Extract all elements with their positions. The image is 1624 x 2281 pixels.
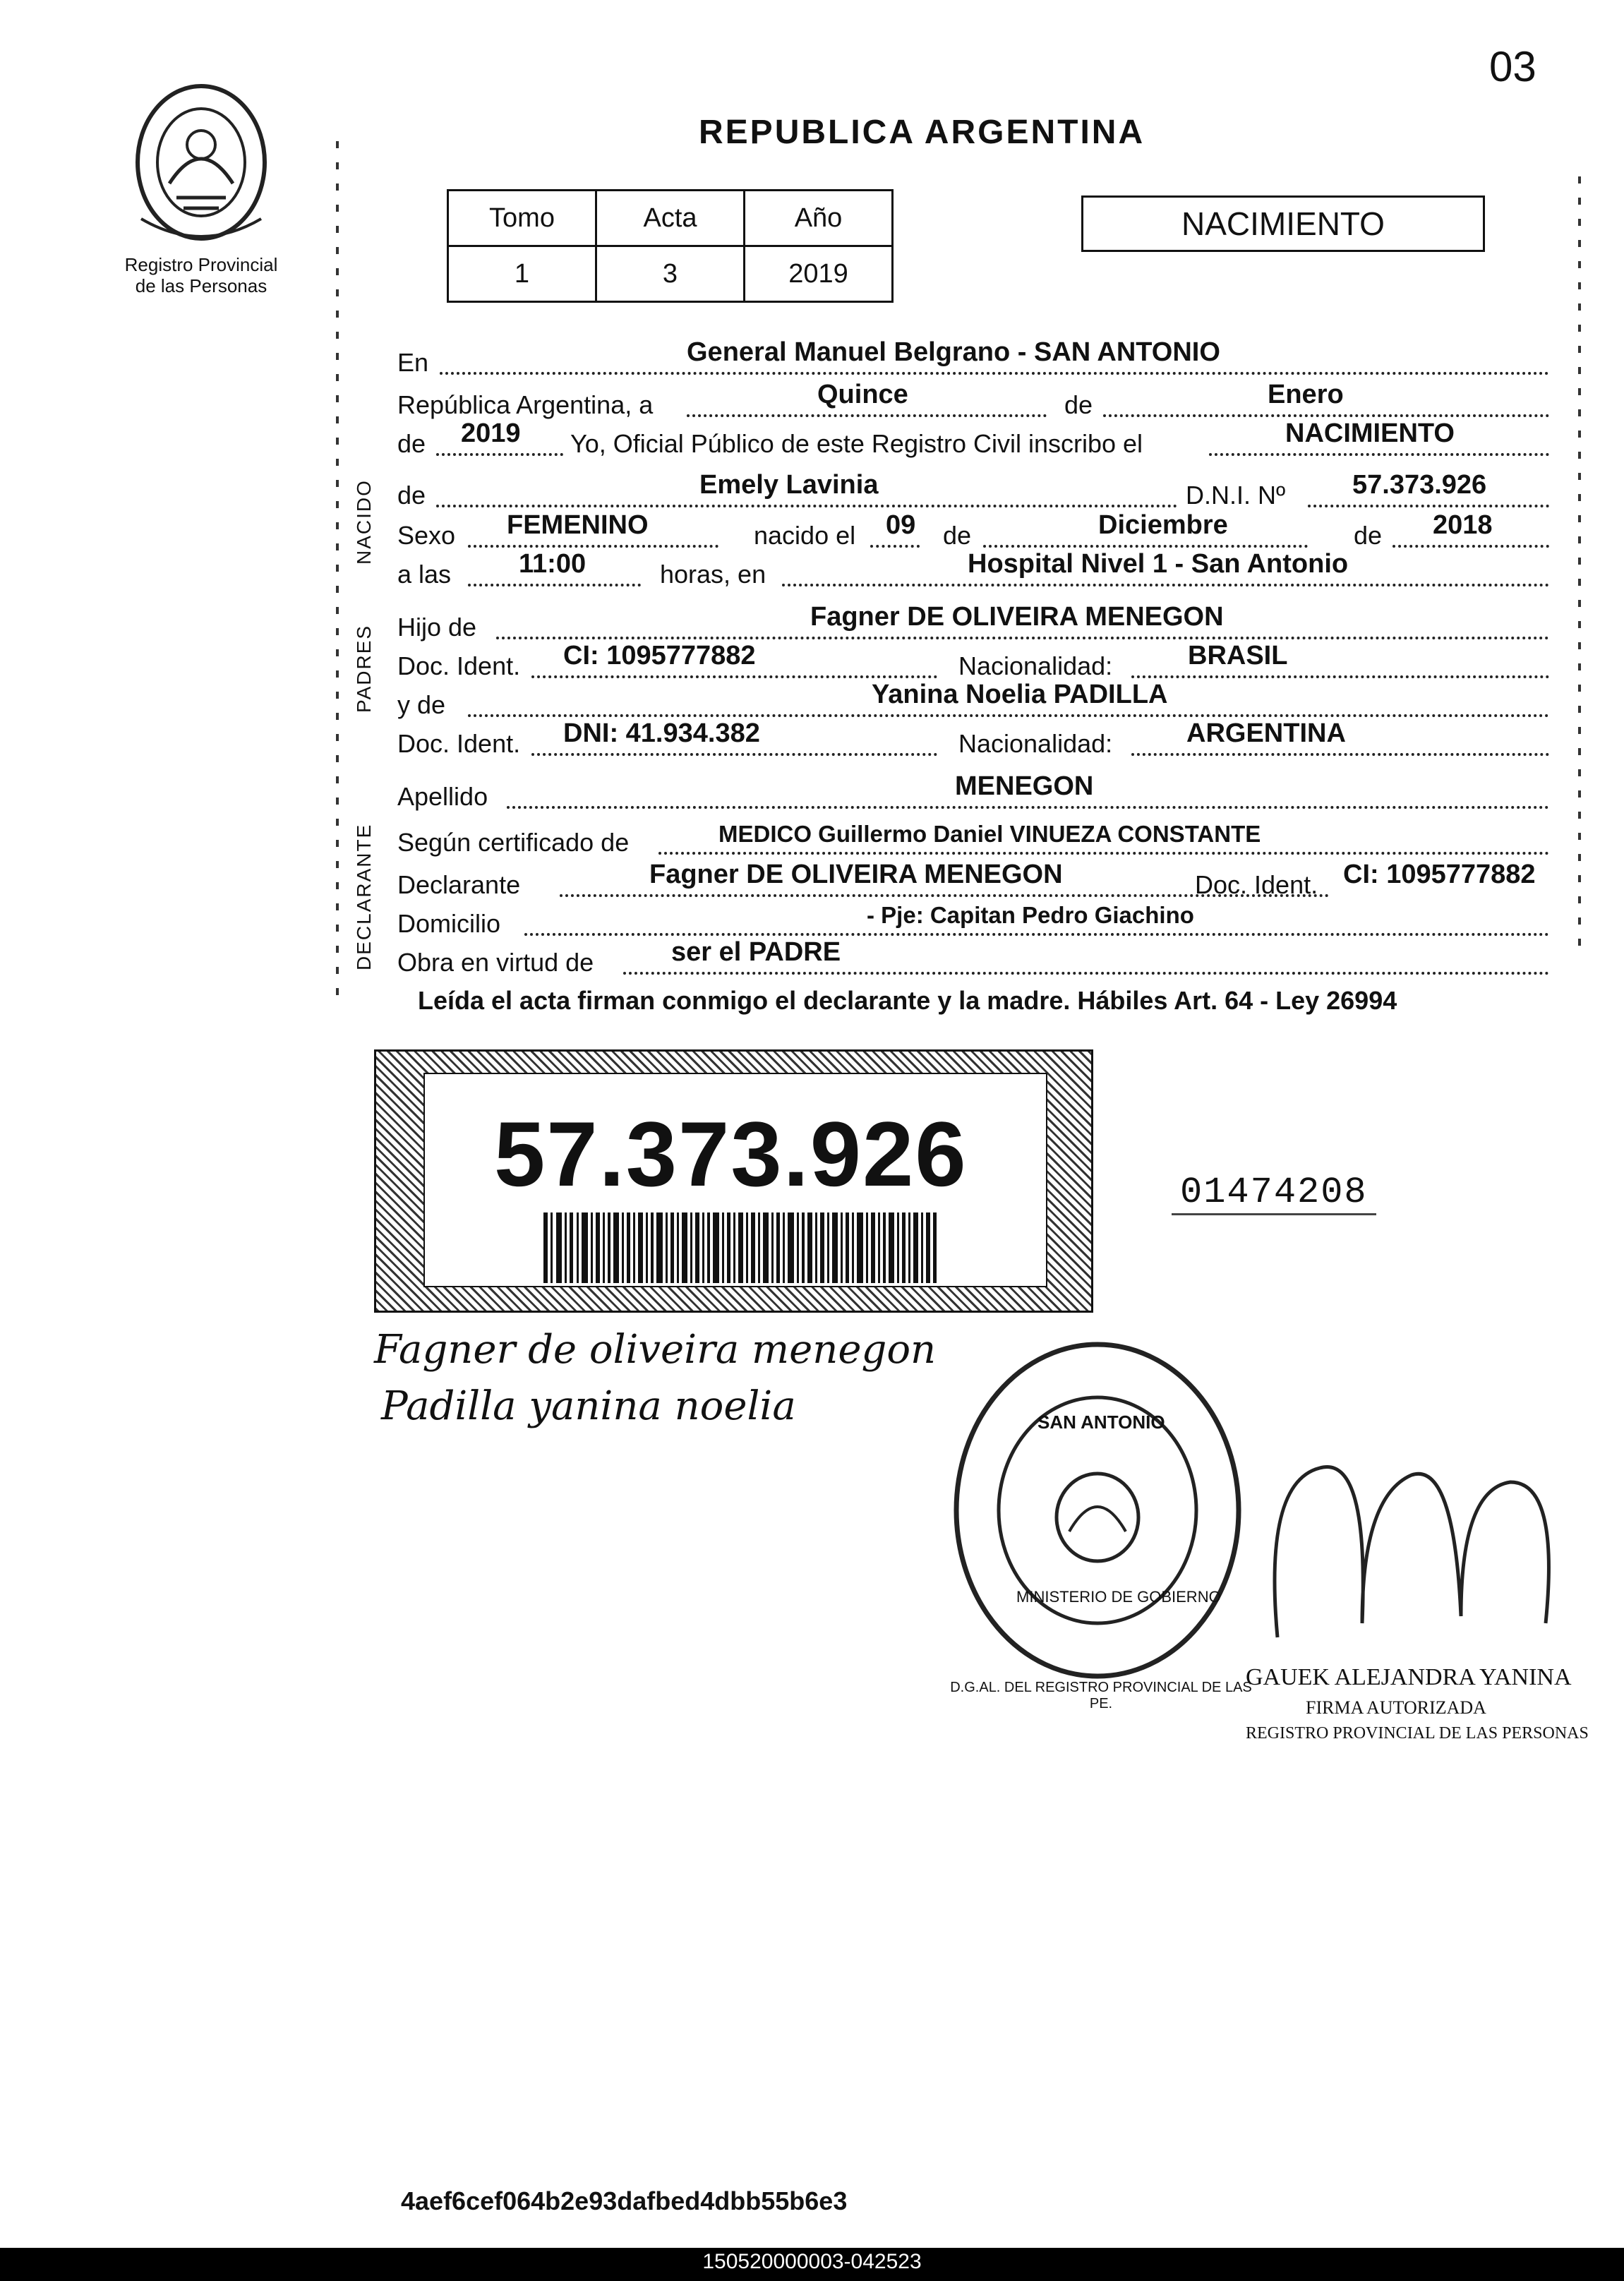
dots: [1103, 414, 1549, 417]
en-label: En: [397, 348, 429, 377]
father-nationality-value: BRASIL: [1188, 641, 1288, 670]
dots: [1308, 505, 1549, 507]
registry-seal: [127, 78, 275, 247]
row-republica: [397, 380, 1549, 420]
sexo-value: FEMENINO: [507, 510, 649, 540]
round-seal-inner-top: SAN ANTONIO: [1037, 1412, 1165, 1433]
row-certificate: [397, 822, 1549, 857]
official-role: FIRMA AUTORIZADA: [1306, 1697, 1486, 1718]
dots: [623, 972, 1549, 975]
birth-month-value: Diciembre: [1098, 510, 1228, 540]
doc-ident-label: Doc. Ident.: [397, 729, 521, 758]
official-name: GAUEK ALEJANDRA YANINA: [1246, 1664, 1572, 1690]
place-value: General Manuel Belgrano - SAN ANTONIO: [687, 337, 1220, 367]
obra-value: ser el PADRE: [671, 937, 841, 967]
row-father: [397, 602, 1549, 642]
side-label-padres: PADRES: [353, 624, 375, 713]
dots: [496, 637, 1549, 639]
barcode: [543, 1212, 939, 1287]
y-de-label: y de: [397, 690, 446, 719]
dni-value: 57.373.926: [1352, 470, 1487, 500]
birth-place-value: Hospital Nivel 1 - San Antonio: [968, 549, 1349, 579]
official-signature-scribble: [1263, 1440, 1567, 1651]
domicilio-label: Domicilio: [397, 909, 501, 938]
mother-doc-value: DNI: 41.934.382: [563, 718, 760, 748]
apellido-label: Apellido: [397, 782, 488, 811]
side-label-declarante: DECLARANTE: [353, 823, 375, 970]
row-father-doc: [397, 641, 1549, 681]
tomo-value: 1: [448, 246, 596, 302]
handwritten-signature-father: Fagner de oliveira menegon: [374, 1327, 937, 1373]
page-number: 03: [1489, 43, 1536, 90]
inscribo-text: Yo, Oficial Público de este Registro Civil inscribo el: [570, 429, 1143, 458]
tomo-acta-table: [447, 189, 894, 303]
certificate-value: MEDICO Guillermo Daniel VINUEZA CONSTANTE: [718, 821, 1261, 847]
dots: [1209, 453, 1549, 456]
dots: [531, 675, 937, 678]
day-words-value: Quince: [817, 380, 908, 409]
obra-label: Obra en virtud de: [397, 948, 594, 977]
mother-name-value: Yanina Noelia PADILLA: [872, 680, 1168, 709]
dots: [507, 806, 1549, 809]
nacido-el-label: nacido el: [754, 521, 856, 550]
act-type-box: NACIMIENTO: [1081, 195, 1485, 252]
country-title: REPUBLICA ARGENTINA: [699, 114, 1145, 151]
handwritten-signature-mother: Padilla yanina noelia: [381, 1383, 796, 1429]
domicile-value: - Pje: Capitan Pedro Giachino: [867, 902, 1194, 928]
father-name-value: Fagner DE OLIVEIRA MENEGON: [810, 602, 1224, 632]
row-mother: [397, 680, 1549, 720]
birth-time-value: 11:00: [519, 549, 587, 579]
row-time: [397, 549, 1549, 589]
round-seal-inner-ring: MINISTERIO DE GOBIERNO: [1016, 1588, 1221, 1606]
dni-label: D.N.I. Nº: [1186, 481, 1286, 510]
official-office: REGISTRO PROVINCIAL DE LAS PERSONAS: [1246, 1724, 1589, 1743]
dots: [436, 505, 1177, 507]
dots: [531, 753, 937, 756]
dots: [782, 584, 1549, 586]
dots: [1393, 545, 1549, 548]
row-mother-doc: [397, 718, 1549, 759]
dots: [468, 584, 641, 586]
footer-code: 150520000003-042523: [702, 2250, 922, 2273]
registry-label: Registro Provincial de las Personas: [124, 254, 278, 296]
horas-en-label: horas, en: [660, 560, 766, 589]
row-en: [397, 337, 1549, 378]
row-obra: [397, 937, 1549, 977]
child-name-value: Emely Lavinia: [699, 470, 879, 500]
dots: [983, 545, 1308, 548]
row-sexo: [397, 510, 1549, 550]
signing-statement: Leída el acta firman conmigo el declarante y la madre. Hábiles Art. 64 - Ley 26994: [418, 986, 1397, 1015]
year-value: 2019: [461, 419, 521, 448]
declarante-label: Declarante: [397, 870, 521, 899]
father-doc-value: CI: 1095777882: [563, 641, 756, 670]
acta-value: 3: [596, 246, 745, 302]
certificado-label: Según certificado de: [397, 828, 630, 857]
anio-header: Año: [745, 191, 893, 246]
dots: [524, 933, 1549, 936]
dni-card-number: 57.373.926: [494, 1102, 968, 1205]
row-domicile: [397, 903, 1549, 939]
row-surname: [397, 771, 1549, 812]
round-seal-outer-text: D.G.AL. DEL REGISTRO PROVINCIAL DE LAS PE.: [950, 1680, 1252, 1711]
row-declarant: [397, 860, 1549, 900]
de-label: de: [1064, 390, 1093, 419]
declarant-name-value: Fagner DE OLIVEIRA MENEGON: [649, 860, 1063, 889]
doc-ident-label-2: Doc. Ident.: [1195, 870, 1318, 899]
side-label-nacido: NACIDO: [353, 479, 375, 565]
de-label: de: [397, 481, 426, 510]
margin-line: [336, 141, 339, 1002]
margin-line-right: [1578, 176, 1581, 953]
tomo-header: Tomo: [448, 191, 596, 246]
a-las-label: a las: [397, 560, 452, 589]
row-inscribo: [397, 419, 1549, 459]
acta-header: Acta: [596, 191, 745, 246]
dots: [468, 714, 1549, 717]
doc-ident-label: Doc. Ident.: [397, 651, 521, 680]
dots: [687, 414, 1047, 417]
republica-label: República Argentina, a: [397, 390, 654, 419]
anio-value: 2019: [745, 246, 893, 302]
inscribo-value: NACIMIENTO: [1285, 419, 1455, 448]
mother-nationality-value: ARGENTINA: [1186, 718, 1346, 748]
row-child-name: [397, 470, 1549, 510]
surname-value: MENEGON: [955, 771, 1094, 801]
birth-day-value: 09: [886, 510, 916, 540]
declarant-doc-value: CI: 1095777882: [1343, 860, 1536, 889]
birth-year-value: 2018: [1433, 510, 1493, 540]
de-label: de: [1354, 521, 1383, 550]
dots: [1131, 753, 1549, 756]
dots: [658, 852, 1549, 855]
de-label: de: [397, 429, 426, 458]
dots: [436, 453, 563, 456]
hijo-de-label: Hijo de: [397, 613, 477, 642]
nacionalidad-label: Nacionalidad:: [958, 729, 1113, 758]
round-seal: [946, 1341, 1249, 1708]
month-value: Enero: [1268, 380, 1344, 409]
dots: [1131, 675, 1549, 678]
dots: [870, 545, 920, 548]
sexo-label: Sexo: [397, 521, 456, 550]
document-hash: 4aef6cef064b2e93dafbed4dbb55b6e3: [401, 2186, 848, 2215]
dots: [440, 372, 1549, 375]
serial-stamp: 01474208: [1172, 1172, 1376, 1215]
de-label: de: [943, 521, 972, 550]
dots: [468, 545, 718, 548]
nacionalidad-label: Nacionalidad:: [958, 651, 1113, 680]
